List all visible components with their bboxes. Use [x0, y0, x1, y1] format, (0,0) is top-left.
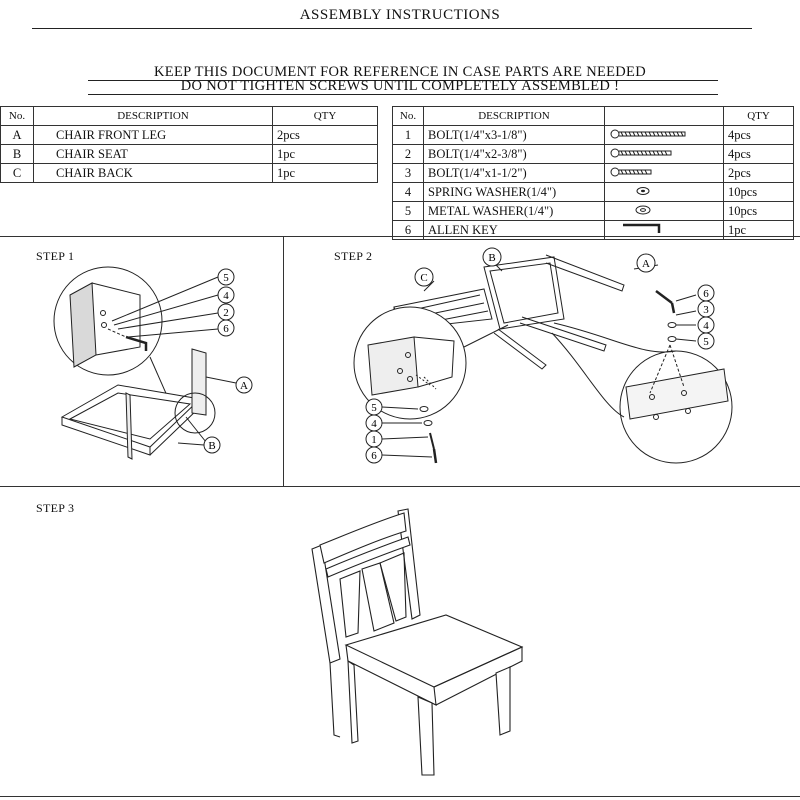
warning-underline-2 [88, 94, 718, 95]
step-3-label: STEP 3 [36, 501, 75, 515]
step-2-callout-3: 3 [703, 304, 709, 316]
hardware-description: ALLEN KEY [424, 221, 605, 240]
part-no: C [1, 164, 34, 183]
table-row [393, 202, 794, 221]
step-2-callout-6-left: 6 [371, 450, 377, 462]
step-2-label: STEP 2 [334, 249, 373, 263]
part-description: CHAIR BACK [34, 164, 273, 183]
hardware-no: 2 [393, 145, 424, 164]
header-icon [605, 107, 724, 126]
header-qty: QTY [724, 107, 794, 126]
part-qty: 2pcs [273, 126, 378, 145]
long-bolt-icon [609, 129, 689, 139]
hardware-qty: 1pc [724, 221, 794, 240]
hardware-qty: 10pcs [724, 202, 794, 221]
header-qty: QTY [273, 107, 378, 126]
step-1-callout-5: 5 [223, 272, 229, 284]
table-row [393, 126, 794, 145]
hardware-no: 1 [393, 126, 424, 145]
hardware-description: BOLT(1/4"x3-1/8") [424, 126, 605, 145]
step-2-callout-1: 1 [371, 434, 377, 446]
step-1-callout-4: 4 [223, 290, 229, 302]
hardware-description: METAL WASHER(1/4") [424, 202, 605, 221]
table-row [1, 126, 378, 145]
table-row [1, 164, 378, 183]
step-2-callout-b: B [488, 252, 496, 264]
spring-washer-icon [609, 186, 689, 196]
part-no: B [1, 145, 34, 164]
table-row [393, 145, 794, 164]
hardware-no: 4 [393, 183, 424, 202]
hardware-description: BOLT(1/4"x2-3/8") [424, 145, 605, 164]
step-3-assembled-chair [300, 505, 540, 785]
header-description: DESCRIPTION [424, 107, 605, 126]
table-row [393, 164, 794, 183]
part-description: CHAIR SEAT [34, 145, 273, 164]
step-2-callout-c: C [420, 272, 428, 284]
step-1-label: STEP 1 [36, 249, 75, 263]
warning-keep-document: KEEP THIS DOCUMENT FOR REFERENCE IN CASE PARTS ARE NEEDED [154, 64, 646, 80]
table-row [1, 145, 378, 164]
page-bottom-rule [0, 796, 800, 797]
metal-washer-icon [609, 205, 689, 215]
hardware-table [392, 106, 794, 240]
step-2-callout-5-right: 5 [703, 336, 709, 348]
hardware-no: 6 [393, 221, 424, 240]
hardware-qty: 10pcs [724, 183, 794, 202]
step-2-callout-6-right: 6 [703, 288, 709, 300]
part-qty: 1pc [273, 145, 378, 164]
header-description: DESCRIPTION [34, 107, 273, 126]
step-2-callout-a: A [642, 258, 650, 270]
medium-bolt-icon [609, 148, 689, 158]
table-row [393, 183, 794, 202]
page-title: ASSEMBLY INSTRUCTIONS [299, 7, 501, 23]
short-bolt-icon [609, 167, 689, 177]
table-header-row [393, 107, 794, 126]
hardware-qty: 4pcs [724, 145, 794, 164]
allen-key-icon [609, 222, 689, 234]
step-1-callout-b: B [208, 440, 216, 452]
step-1-callout-a: A [240, 380, 248, 392]
hardware-description: SPRING WASHER(1/4") [424, 183, 605, 202]
step-2-callout-4-left: 4 [371, 418, 377, 430]
step-1-diagram [0, 237, 283, 486]
hardware-qty: 4pcs [724, 126, 794, 145]
step-1-callout-6: 6 [223, 323, 229, 335]
part-description: CHAIR FRONT LEG [34, 126, 273, 145]
panel-divider-bottom [0, 486, 800, 487]
step-2-callout-5-left: 5 [371, 402, 377, 414]
header-no: No. [393, 107, 424, 126]
hardware-description: BOLT(1/4"x1-1/2") [424, 164, 605, 183]
step-2-diagram [284, 237, 800, 486]
step-1-detail-circle [54, 267, 162, 375]
part-no: A [1, 126, 34, 145]
hardware-no: 5 [393, 202, 424, 221]
hardware-qty: 2pcs [724, 164, 794, 183]
warning-do-not-tighten: DO NOT TIGHTEN SCREWS UNTIL COMPLETELY ASSEMBLED ! [180, 78, 620, 94]
header-no: No. [1, 107, 34, 126]
step-2-callout-4-right: 4 [703, 320, 709, 332]
title-rule [32, 28, 752, 29]
part-qty: 1pc [273, 164, 378, 183]
hardware-no: 3 [393, 164, 424, 183]
wood-parts-table [0, 106, 378, 183]
table-header-row [1, 107, 378, 126]
step-1-callout-2: 2 [223, 307, 229, 319]
